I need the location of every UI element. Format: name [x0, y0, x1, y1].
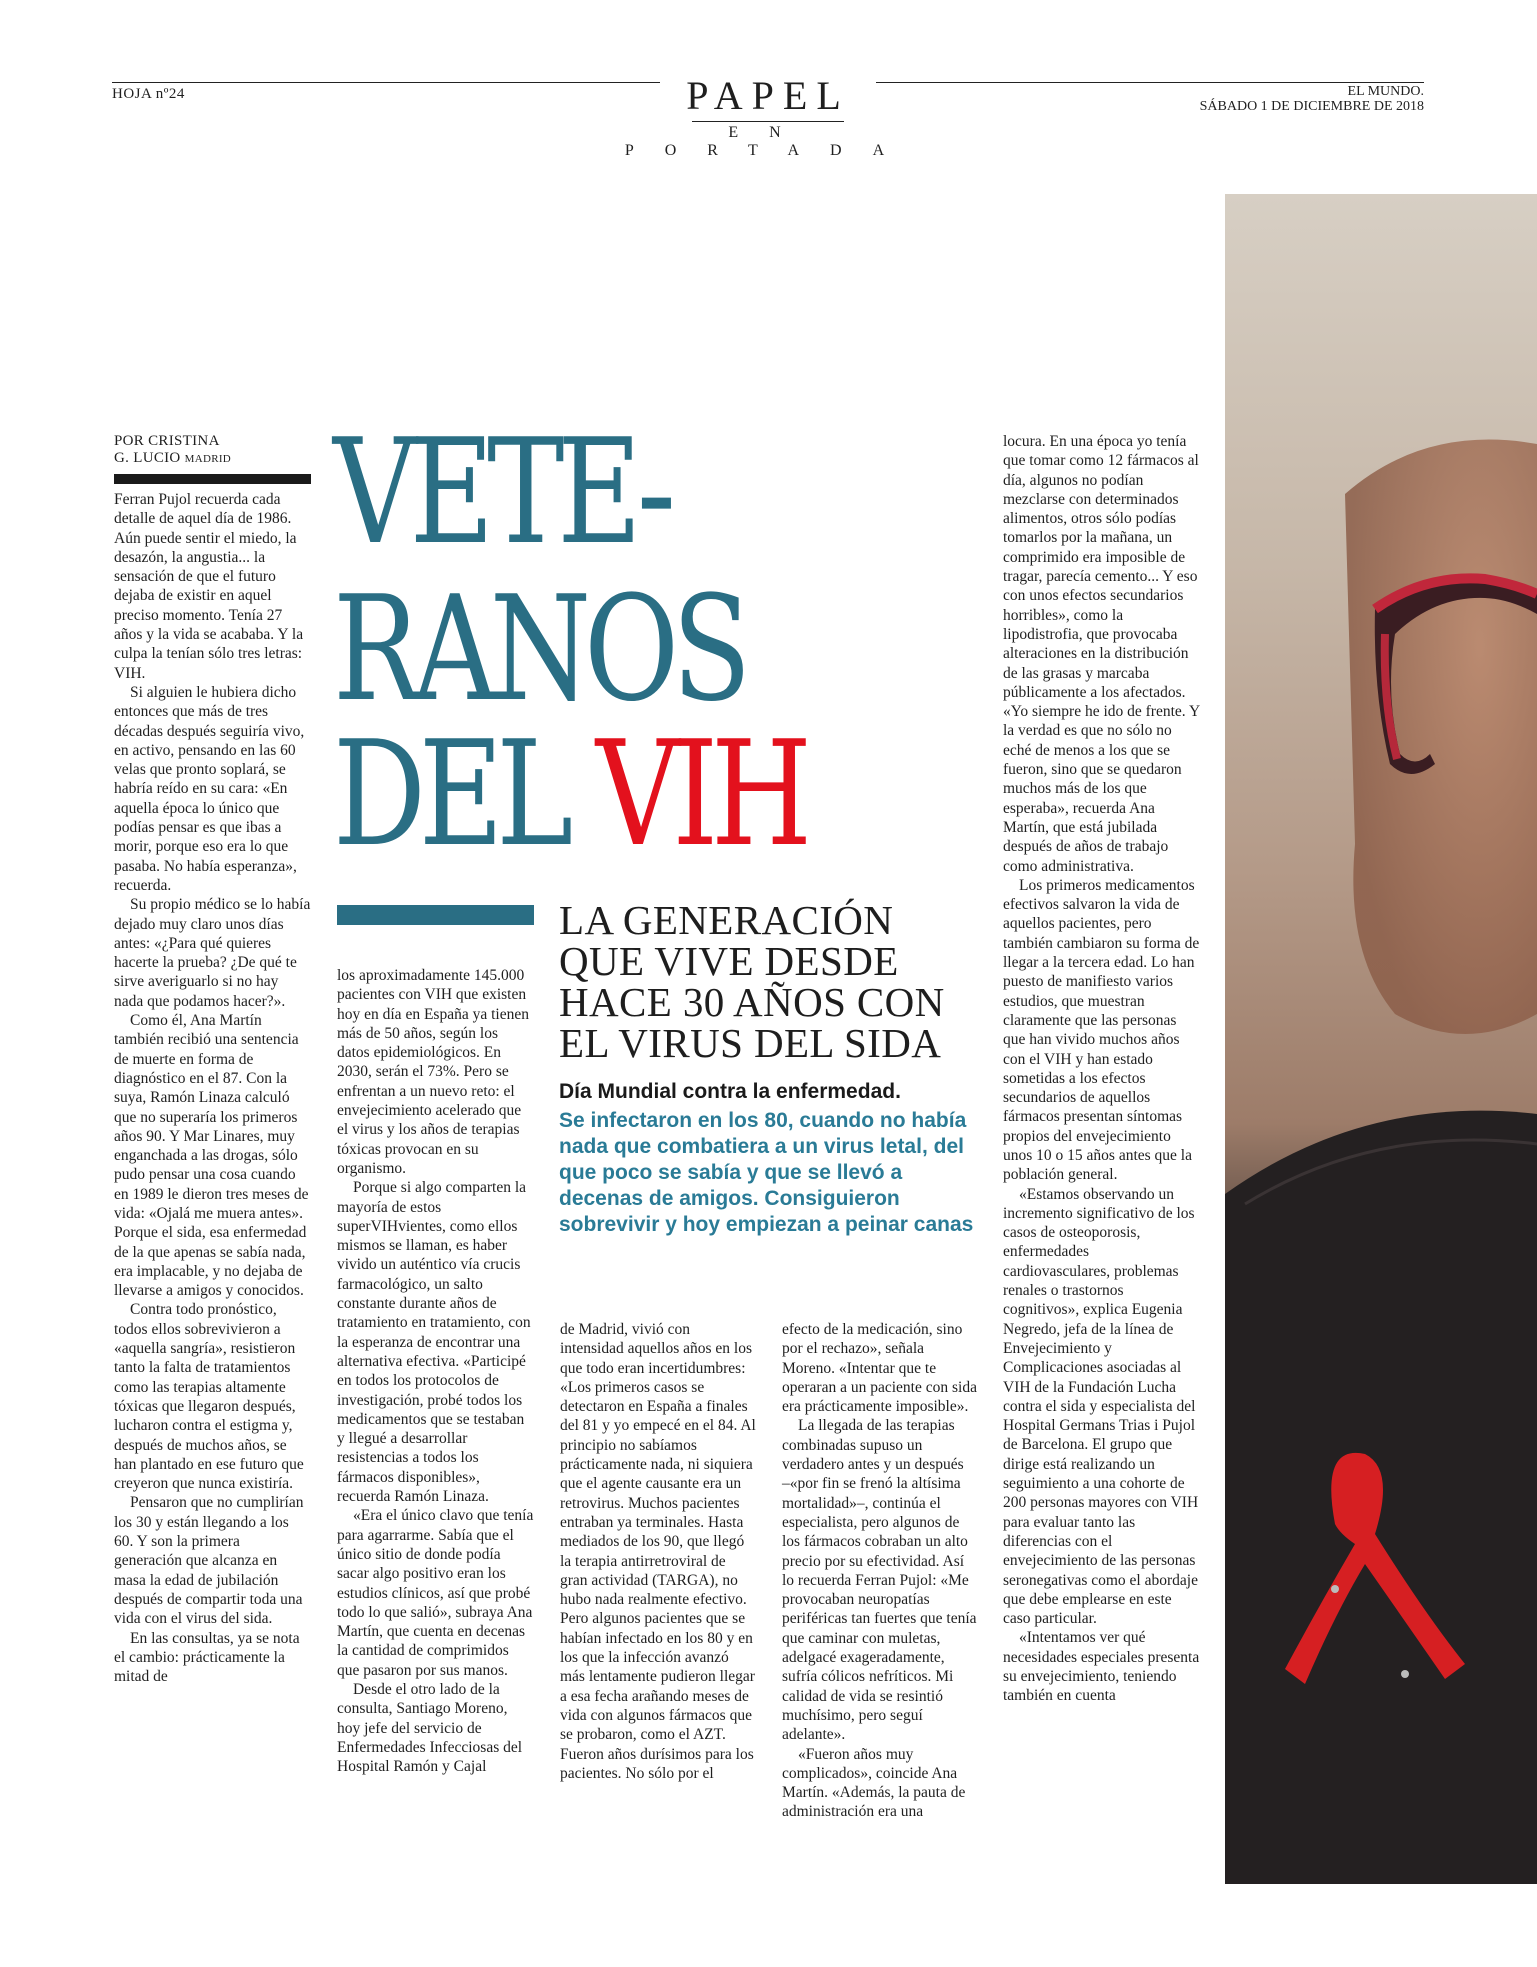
headline-line-3 — [333, 710, 805, 879]
paragraph: «Intentamos ver qué necesidades especiales presenta su envejecimiento, teniendo también en cuenta — [1003, 1629, 1200, 1705]
paragraph: Ferran Pujol recuerda cada detalle de aquel día de 1986. Aún puede sentir el miedo, la desazón, la angustia... la sensación de que el futuro dejaba de existir en aquel preciso momento. Tenía 27 años y la vida se acababa. Y la culpa la tenían sólo tres letras: VIH. — [114, 491, 304, 682]
paragraph: En las consultas, ya se nota el cambio: prácticamente la mitad de — [114, 1629, 300, 1686]
byline-name-line2-wrap — [114, 450, 231, 468]
paragraph: «Fueron años muy complicados», coincide Ana Martín. «Además, la pauta de administración era una — [782, 1745, 966, 1821]
paragraph: de Madrid, vivió con intensidad aquellos años en los que todo eran incertidumbres: «Los primeros casos se detectaron en España a finales del 81 y yo empecé en el 84. Al principio no sabíamos prácticamente nada, ni siquiera que el agente causante era un retrovirus. Muchos pacientes entraban ya terminales. Hasta mediados de los 90, que llegó la terapia antirretroviral de gran actividad (TARGA), no hubo nada realmente efectivo. Pero algunos pacientes que se habían infectado en los 80 y en los que la infección avanzó más lentamente pudieron llegar a esa fecha arañando meses de vida con algunos fármacos que se probaron, como el AZT. Fueron años durísimos para los pacientes. No sólo por el — [560, 1321, 756, 1782]
paragraph: La llegada de las terapias combinadas supuso un verdadero antes y un después –«por fin se frenó la altísima mortalidad»–, continúa el especialista, pero algunos de los fármacos cobraban un alto precio por su efectividad. Así lo recuerda Ferran Pujol: «Me provocaban neuropatías periféricas tan fuertes que tenía que caminar con muletas, adelgacé exageradamente, sufría cólicos nefríticos. Mi calidad de vida se resintió muchísimo, pero seguí adelante». — [782, 1417, 977, 1744]
headline-accent-bar — [337, 905, 534, 925]
paragraph: efecto de la medicación, sino por el rechazo», señala Moreno. «Intentar que te operaran a un paciente con sida era prácticamente imposible». — [782, 1321, 977, 1416]
portrait-photo — [1225, 194, 1537, 1884]
kicker-title: Día Mundial contra la enfermedad. — [559, 1080, 901, 1103]
publication-info — [1150, 84, 1424, 114]
paragraph: Los primeros medicamentos efectivos salvaron la vida de aquellos pacientes, pero también cambiaron su forma de llegar a la tercera edad. Lo han puesto de manifiesto varios estudios, que muestran claramente que las personas que han vivido muchos años con el VIH y han estado sometidas a los efectos secundarios de aquellos fármacos presentan síntomas propios del envejecimiento unos 10 o 15 años antes que la población general. — [1003, 876, 1200, 1184]
paragraph: Contra todo pronóstico, todos ellos sobrevivieron a «aquella sangría», resistieron tanto la falta de tratamientos como las terapias altamente tóxicas que llegaron después, lucharon contra el estigma y, después de muchos años, se han plantado en ese futuro que creyeron que nunca existiría. — [114, 1301, 304, 1493]
headline-highlight: VIH — [595, 710, 805, 879]
article-column-4 — [782, 1320, 979, 1822]
byline-name-line1: POR CRISTINA — [114, 433, 220, 449]
masthead-underline — [692, 121, 844, 122]
masthead: PAPEL — [686, 73, 850, 118]
section-label: EN PORTADA — [624, 124, 916, 159]
article-column-3 — [560, 1320, 757, 1783]
publication-name: EL MUNDO. — [1347, 84, 1424, 99]
header-rule-right — [876, 82, 1424, 83]
headline-line-3-prefix: DEL — [333, 710, 596, 879]
publication-date: SÁBADO 1 DE DICIEMBRE DE 2018 — [1199, 99, 1424, 114]
paragraph: Porque si algo comparten la mayoría de estos superVIHvientes, como ellos mismos se llaman, es haber vivido un auténtico vía crucis farmacológico, un salto constante durante años de tratamiento en tratamiento, con la esperanza de encontrar una alternativa efectiva. «Participé en todos los protocolos de investigación, probé todos los medicamentos que se testaban y llegué a desarrollar resistencias a todos los fármacos disponibles», recuerda Ramón Linaza. — [337, 1179, 531, 1506]
kicker-body: Se infectaron en los 80, cuando no había nada que combatiera a un virus letal, del que poco se sabía y que se llevó a decenas de amigos. Consiguieron sobrevivir y hoy empiezan a peinar canas — [559, 1109, 974, 1236]
byline-bar — [114, 474, 311, 484]
header-rule-left — [112, 82, 660, 83]
article-column-1 — [114, 490, 311, 1686]
paragraph: Pensaron que no cumplirían los 30 y están llegando a los 60. Y son la primera generación que alcanza en masa la edad de jubilación después de compartir toda una vida con el virus del sida. — [114, 1494, 304, 1628]
byline — [114, 433, 231, 468]
paragraph: Si alguien le hubiera dicho entonces que más de tres décadas después seguiría vivo, en activo, pensando en las 60 velas que pronto soplará, se habría reído en su cara: «En aquella época lo único que podías pensar es que ibas a morir, porque eso era lo que pasaba. No había esperanza», recuerda. — [114, 683, 305, 894]
headline-line-2: RANOS — [333, 565, 745, 734]
paragraph: Desde el otro lado de la consulta, Santiago Moreno, hoy jefe del servicio de Enfermedades Infecciosas del Hospital Ramón y Cajal — [337, 1680, 523, 1776]
paragraph: locura. En una época yo tenía que tomar como 12 fármacos al día, algunos no podían mezclarse con determinados alimentos, otros sólo podías tomarlos por la mañana, un comprimido era imposible de tragar, parecía cemento... Y eso con unos efectos secundarios horribles», como la lipodistrofia, que provocaba alteraciones en la distribución de las grasas y marcaba públicamente a los afectados. «Yo siempre he ido de frente. Y la verdad es que no sólo no eché de menos a los que se fueron, sino que se quedaron muchos más de los que esperaba», recuerda Ana Martín, que está jubilada después de años de trabajo como administrativa. — [1003, 433, 1200, 875]
paragraph: Su propio médico se lo había dejado muy claro unos días antes: «¿Para qué quieres hacerte la prueba? ¿De qué te sirve averiguarlo si no hay nada que podamos hacer?». — [114, 896, 311, 1010]
article-column-5 — [1003, 432, 1200, 1706]
portrait-photo-art — [1225, 194, 1537, 1884]
paragraph: «Estamos observando un incremento significativo de los casos de osteoporosis, enfermedades cardiovasculares, problemas renales o trastornos cognitivos», explica Eugenia Negredo, jefa de la línea de Envejecimiento y Complicaciones asociadas al VIH de la Fundación Lucha contra el sida y especialista del Hospital Germans Trias i Pujol de Barcelona. El grupo que dirige está realizando un seguimiento a una cohorte de 200 personas mayores con VIH para evaluar tanto las diferencias con el envejecimiento de las personas seronegativas como el abordaje que debe emplearse en este caso particular. — [1003, 1185, 1199, 1628]
paragraph: los aproximadamente 145.000 pacientes con VIH que existen hoy en día en España ya tienen más de 50 años, según los datos epidemiológicos. En 2030, serán el 73%. Pero se enfrentan a un nuevo reto: el envejecimiento acelerado que el virus y los años de terapias tóxicas provocan en su organismo. — [337, 967, 529, 1177]
paragraph: Como él, Ana Martín también recibió una sentencia de muerte en forma de diagnóstico en el 87. Con la suya, Ramón Linaza calculó que no superaría los primeros años 90. Y Mar Linares, muy enganchada a las drogas, sólo pudo pensar una cosa cuando en 1989 le dieron tres meses de vida: «Ojalá me muera antes». Porque el sida, esa enfermedad de la que apenas se sabía nada, era implacable, y no dejaba de llevarse a amigos y conocidos. — [114, 1012, 309, 1300]
byline-city: MADRID — [184, 453, 232, 465]
page-number: HOJA nº24 — [112, 86, 185, 102]
headline-line-1: VETE- — [333, 408, 669, 577]
paragraph: «Era el único clavo que tenía para agarrarme. Sabía que el único sitio de donde podía sacar algo positivo eran los estudios clínicos, así que probé todo lo que salió», subraya Ana Martín, que cuenta en decenas la cantidad de comprimidos que pasaron por sus manos. — [337, 1507, 534, 1679]
subheadline: LA GENERACIÓN QUE VIVE DESDE HACE 30 AÑOS CON EL VIRUS DEL SIDA — [559, 897, 945, 1066]
article-column-2 — [337, 966, 534, 1776]
byline-name-line2: G. LUCIO — [114, 450, 181, 466]
